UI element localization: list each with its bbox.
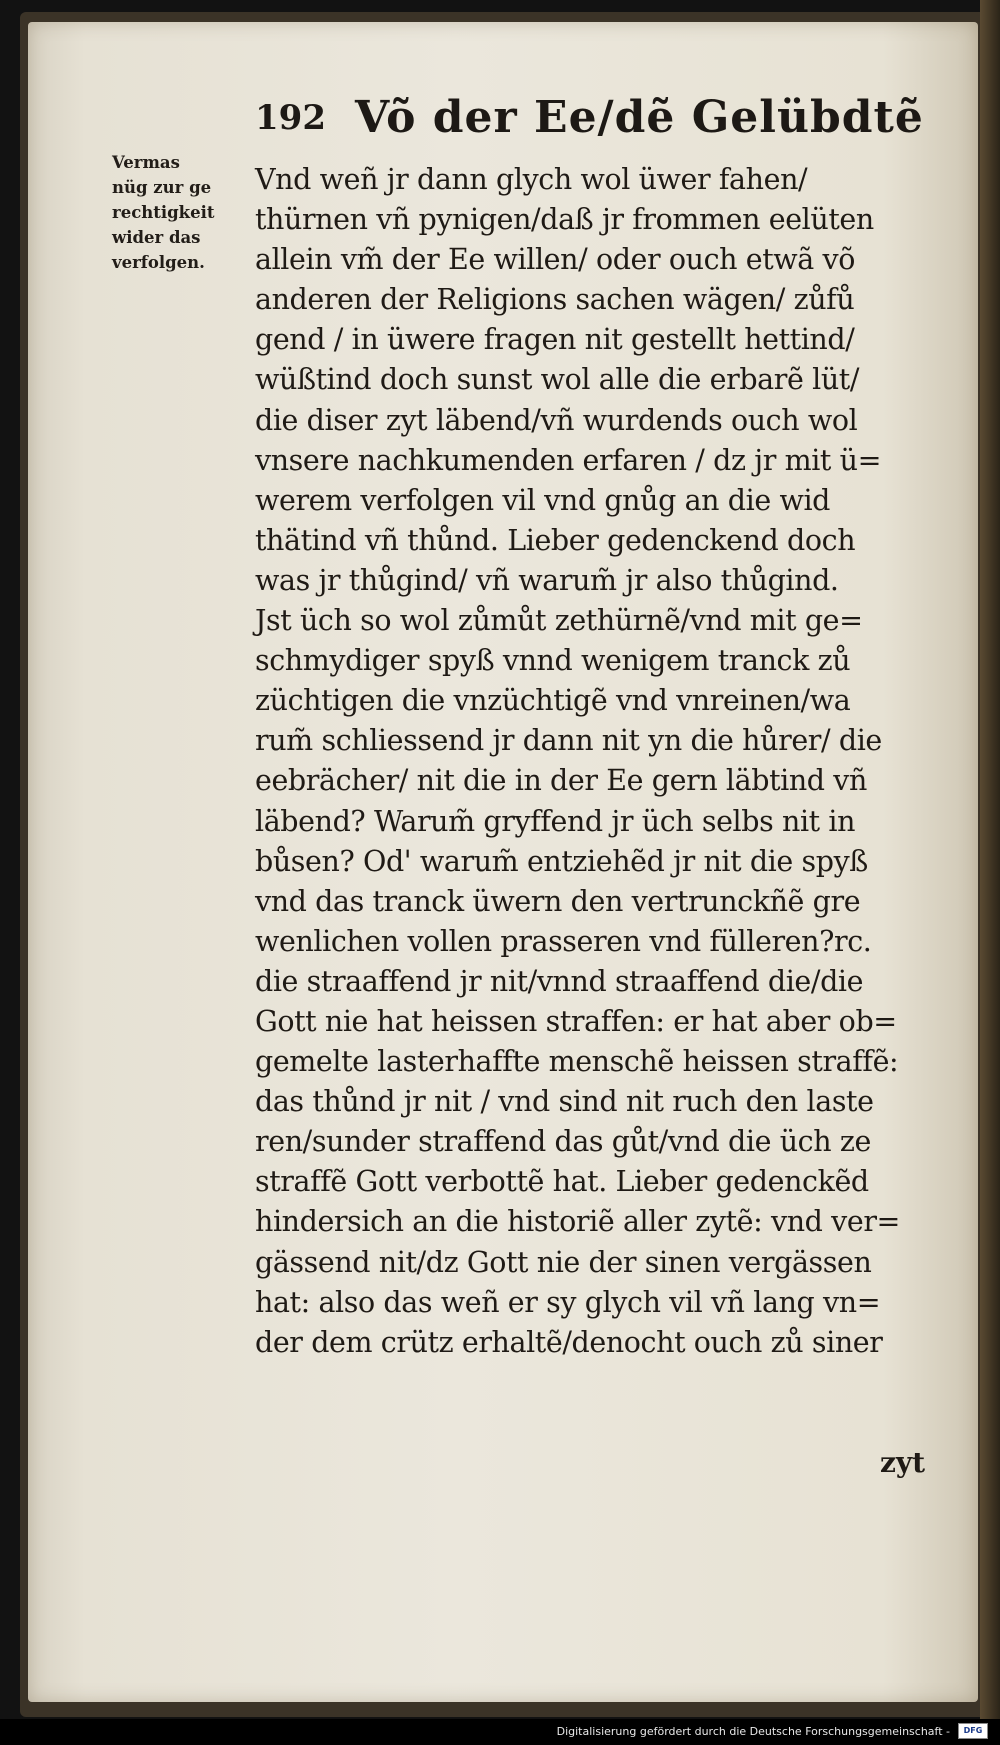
text-line: bůsen? Od' warum̃ entziehẽd jr nit die spyß: [255, 844, 868, 878]
margin-note-line: nüg zur ge: [112, 178, 212, 197]
text-line: rum̃ schliessend jr dann nit yn die hůrer/ die: [255, 724, 882, 758]
text-line: schmydiger spyß vnnd wenigem tranck zů: [255, 644, 851, 678]
digitization-credit: Digitalisierung gefördert durch die Deutsche Forschungsgemeinschaft -: [556, 1725, 950, 1738]
body-text: [255, 160, 955, 1363]
margin-note: [112, 150, 252, 275]
text-line: vnsere nachkumenden erfaren / dz jr mit ü=: [255, 443, 882, 477]
text-line: ren/sunder straffend das gůt/vnd die üch ze: [255, 1125, 871, 1159]
text-line: der dem crütz erhaltẽ/denocht ouch zů siner: [255, 1325, 883, 1359]
book-edge: [980, 0, 1000, 1745]
margin-note-line: Vermas: [112, 153, 180, 172]
text-line: die diser zyt läbend/vñ wurdends ouch wol: [255, 403, 858, 437]
text-line: straffẽ Gott verbottẽ hat. Lieber gedenckẽd: [255, 1165, 869, 1199]
dfg-logo-icon: DFG: [958, 1723, 988, 1739]
margin-note-line: rechtigkeit: [112, 203, 215, 222]
margin-note-line: verfolgen.: [112, 253, 205, 272]
running-title: Võ der Ee/dẽ Gelübdtẽ: [355, 92, 924, 143]
text-line: züchtigen die vnzüchtigẽ vnd vnreinen/wa: [255, 684, 851, 718]
text-line: vnd das tranck üwern den vertrunckñẽ gre: [255, 884, 861, 918]
text-line: thätind vñ thůnd. Lieber gedenckend doch: [255, 523, 856, 557]
page-header: [255, 92, 955, 152]
text-line: gemelte lasterhaffte menschẽ heissen straffẽ:: [255, 1045, 899, 1079]
text-line: was jr thůgind/ vñ warum̃ jr also thůgind.: [255, 563, 839, 597]
text-line: anderen der Religions sachen wägen/ zůfů: [255, 283, 855, 317]
text-line: werem verfolgen vil vnd gnůg an die wid: [255, 483, 831, 517]
text-line: wenlichen vollen prasseren vnd fülleren?rc.: [255, 924, 872, 958]
text-line: Vnd weñ jr dann glych wol üwer fahen/: [255, 163, 808, 196]
text-line: Jst üch so wol zůmůt zethürnẽ/vnd mit ge=: [255, 604, 863, 638]
text-line: die straaffend jr nit/vnnd straaffend die/die: [255, 964, 864, 998]
text-line: gend / in üwere fragen nit gestellt hettind/: [255, 323, 855, 357]
text-line: wüßtind doch sunst wol alle die erbarẽ lüt/: [255, 363, 860, 397]
text-line: eebrächer/ nit die in der Ee gern läbtind vñ: [255, 764, 867, 798]
text-line: hindersich an die historiẽ aller zytẽ: vnd ver=: [255, 1205, 901, 1239]
margin-note-line: wider das: [112, 228, 201, 247]
page-number: 192: [255, 98, 326, 138]
text-line: hat: also das weñ er sy glych vil vñ lang vn=: [255, 1285, 881, 1319]
text-line: das thůnd jr nit / vnd sind nit ruch den laste: [255, 1085, 874, 1119]
catchword: zyt: [880, 1446, 926, 1479]
text-line: gässend nit/dz Gott nie der sinen vergässen: [255, 1245, 872, 1279]
text-line: Gott nie hat heissen straffen: er hat aber ob=: [255, 1004, 897, 1038]
text-line: thürnen vñ pynigen/daß jr frommen eelüten: [255, 203, 874, 237]
text-line: läbend? Warum̃ gryffend jr üch selbs nit in: [255, 804, 856, 838]
text-line: allein vm̃ der Ee willen/ oder ouch etwã võ: [255, 243, 856, 277]
